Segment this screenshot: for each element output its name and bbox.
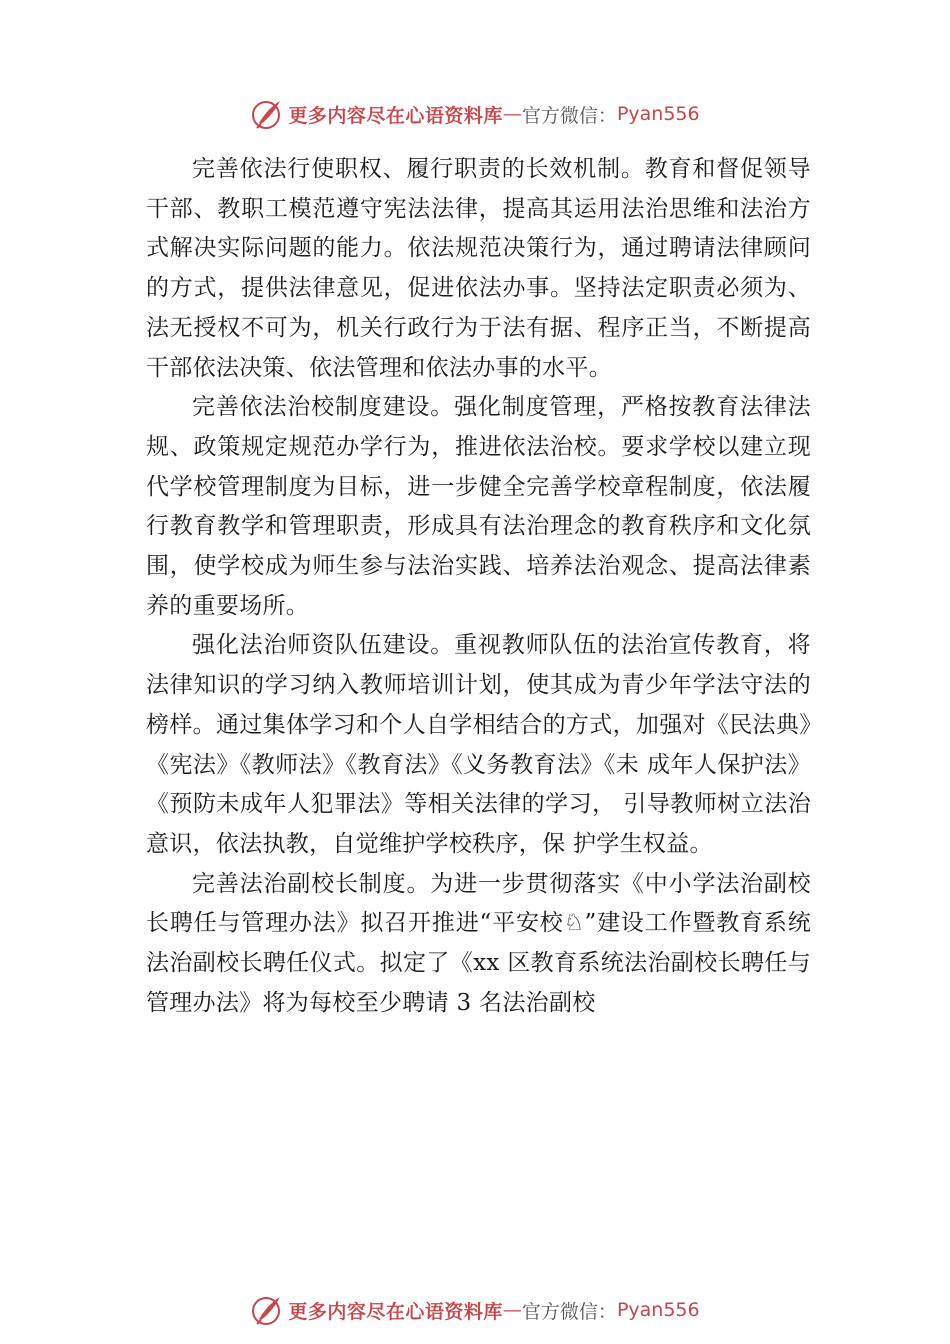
banner-brand-text: 更多内容尽在心语资料库 — [288, 104, 503, 127]
banner-wechat-label: 官方微信： — [521, 1300, 617, 1323]
banner-wechat-id: Pyan556 — [616, 103, 700, 125]
paragraph-3: 强化法治师资队伍建设。重视教师队伍的法治宣传教育，将法律知识的学习纳入教师培训计划，使其成为青少年学法守法的榜样。通过集体学习和个人自学相结合的方式，加强对《民法典》《宪法》《教师法》《教育法》《义务教育法》《未 成年人保护法》《预防未成年人犯罪法》等相关法律的学习， 引导教师树立法治意识，依法执教，自觉维护学校秩序，保 护学生权益。 — [146, 632, 811, 857]
quill-logo-icon — [250, 1293, 284, 1327]
banner-wechat-label: 官方微信： — [521, 104, 617, 127]
header-watermark-banner — [0, 94, 950, 134]
footer-watermark-banner — [0, 1290, 950, 1330]
banner-dash: — — [502, 103, 522, 125]
paragraph-4: 完善法治副校长制度。为进一步贯彻落实《中小学法治副校长聘任与管理办法》拟召开推进“平安校♘”建设工作暨教育系统法治副校长聘任仪式。拟定了《xx 区教育系统法治副校长聘任与管理办法》将为每校至少聘请 3 名法治副校 — [146, 870, 811, 1016]
document-body — [146, 150, 811, 1023]
paragraph-1: 完善依法行使职权、履行职责的长效机制。教育和督促领导干部、教职工模范遵守宪法法律，提高其运用法治思维和法治方式解决实际问题的能力。依法规范决策行为，通过聘请法律顾问的方式，提供法律意见，促进依法办事。坚持法定职责必须为、法无授权不可为，机关行政行为于法有据、程序正当，不断提高干部依法决策、依法管理和依法办事的水平。 — [146, 156, 811, 381]
banner-brand-text: 更多内容尽在心语资料库 — [288, 1300, 503, 1323]
banner-dash: — — [502, 1299, 522, 1321]
quill-logo-icon — [250, 97, 284, 131]
paragraph-2: 完善依法治校制度建设。强化制度管理，严格按教育法律法规、政策规定规范办学行为，推进依法治校。要求学校以建立现代学校管理制度为目标，进一步健全完善学校章程制度，依法履行教育教学和管理职责，形成具有法治理念的教育秩序和文化氛围，使学校成为师生参与法治实践、培养法治观念、提高法律素养的重要场所。 — [146, 394, 811, 619]
banner-wechat-id: Pyan556 — [616, 1299, 700, 1321]
